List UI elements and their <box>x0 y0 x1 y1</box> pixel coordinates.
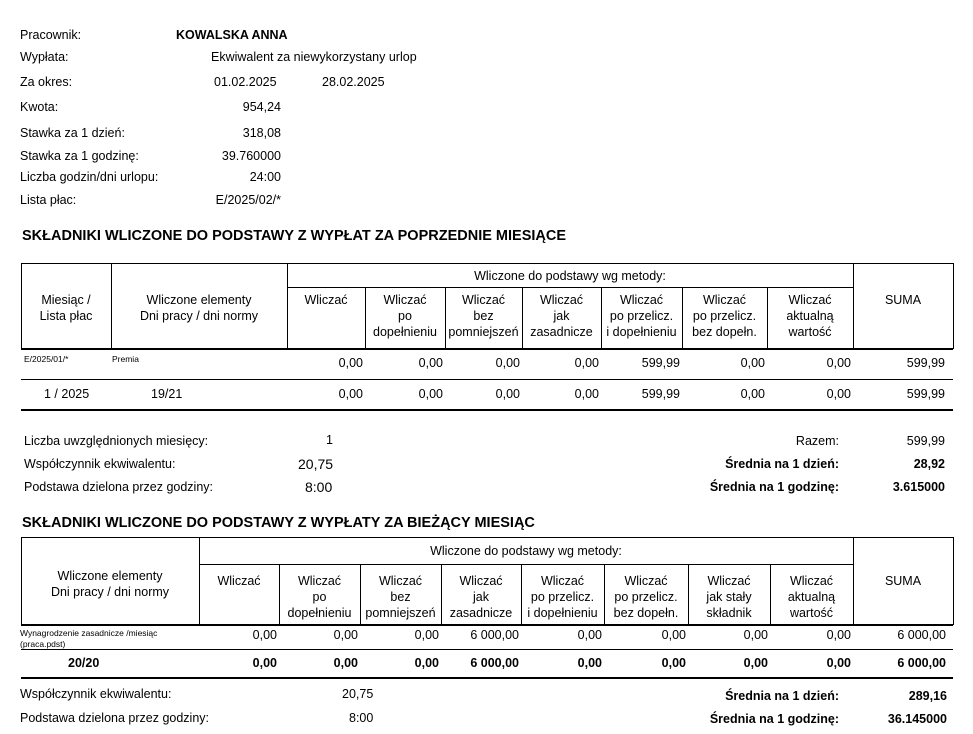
s1-months-label: Liczba uwzględnionych miesięcy: <box>24 434 209 448</box>
s2-method-header: Wliczać po przelicz. bez dopełn. <box>613 574 679 620</box>
s1-avg-day-label: Średnia na 1 dzień: <box>725 457 839 471</box>
s1-total-sum: 599,99 <box>906 387 945 401</box>
section1-title: SKŁADNIKI WLICZONE DO PODSTAWY Z WYPŁAT ZA POPRZEDNIE MIESIĄCE <box>22 228 567 244</box>
s1-group-header: Wliczone do podstawy wg metody: <box>474 269 666 283</box>
s1-total-cell: 0,00 <box>740 387 765 401</box>
s1-avg-hour-value: 3.615000 <box>892 480 945 494</box>
s2-detail-cell: 0,00 <box>252 628 277 642</box>
s1-detail-cell: 0,00 <box>740 356 765 370</box>
employee-name: KOWALSKA ANNA <box>176 28 288 42</box>
s2-coef-label: Współczynnik ekwiwalentu: <box>20 687 172 701</box>
hours-value: 24:00 <box>249 170 281 184</box>
s2-detail-cell: 6 000,00 <box>470 628 519 642</box>
s1-col-month: Miesiąc / Lista płac <box>39 293 93 323</box>
s2-group-header: Wliczone do podstawy wg metody: <box>430 544 622 558</box>
s1-method-header: Wliczać <box>304 293 348 307</box>
s1-method-header: Wliczać po przelicz. i dopełnieniu <box>606 293 677 339</box>
s1-total-cell: 0,00 <box>418 387 443 401</box>
s2-method-header: Wliczać aktualną wartość <box>787 574 836 620</box>
payroll-label: Lista płac: <box>20 193 77 207</box>
s2-total-cell: 0,00 <box>661 656 686 670</box>
s1-col-elements: Wliczone elementy Dni pracy / dni normy <box>139 293 259 323</box>
s2-base-label: Podstawa dzielona przez godziny: <box>20 711 210 725</box>
s2-detail-cell: 0,00 <box>333 628 358 642</box>
s2-avg-hour-label: Średnia na 1 godzinę: <box>709 712 839 726</box>
period-label: Za okres: <box>20 75 73 89</box>
s1-avg-hour-label: Średnia na 1 godzinę: <box>709 480 839 494</box>
s2-detail-cell: 0,00 <box>577 628 602 642</box>
s2-detail-cell: 0,00 <box>826 628 851 642</box>
s2-col-sum: SUMA <box>884 574 922 588</box>
s1-detail-cell: 0,00 <box>574 356 599 370</box>
amount-label: Kwota: <box>20 100 59 114</box>
hour-rate-label: Stawka za 1 godzinę: <box>20 149 139 163</box>
s1-coef-label: Współczynnik ekwiwalentu: <box>24 457 176 471</box>
s2-total-cell: 0,00 <box>826 656 851 670</box>
s2-detail-cell: 0,00 <box>743 628 768 642</box>
s1-method-header: Wliczać jak zasadnicze <box>530 293 593 339</box>
payroll-value: E/2025/02/* <box>215 193 281 207</box>
s1-detail-cell: 0,00 <box>338 356 363 370</box>
s1-total-cell: 599,99 <box>641 387 680 401</box>
s1-base-value: 8:00 <box>305 479 333 495</box>
amount-value: 954,24 <box>242 100 281 114</box>
payout-label: Wypłata: <box>20 50 69 64</box>
s2-total-cell: 6 000,00 <box>470 656 519 670</box>
s2-total-days: 20/20 <box>68 656 100 670</box>
s1-detail-cell: 0,00 <box>495 356 520 370</box>
s2-col-elements: Wliczone elementy Dni pracy / dni normy <box>50 569 170 599</box>
s2-detail-cell: 0,00 <box>414 628 439 642</box>
s1-detail-element: Premia <box>112 354 139 364</box>
period-to: 28.02.2025 <box>322 75 385 89</box>
s2-method-header: Wliczać bez pomniejszeń <box>365 574 436 620</box>
s1-col-sum: SUMA <box>884 293 922 307</box>
s1-total-cell: 0,00 <box>338 387 363 401</box>
s1-detail-cell: 0,00 <box>826 356 851 370</box>
s2-method-header: Wliczać <box>217 574 261 588</box>
s1-base-label: Podstawa dzielona przez godziny: <box>24 480 214 494</box>
s2-avg-hour-value: 36.145000 <box>887 712 947 726</box>
s2-total-cell: 0,00 <box>743 656 768 670</box>
s1-detail-list: E/2025/01/* <box>24 354 69 364</box>
s1-coef-value: 20,75 <box>298 456 334 472</box>
s1-months-value: 1 <box>326 433 333 447</box>
s2-detail-sum: 6 000,00 <box>897 628 946 642</box>
s1-total-value: 599,99 <box>906 434 945 448</box>
s2-method-header: Wliczać jak zasadnicze <box>449 574 513 620</box>
s2-total-cell: 0,00 <box>333 656 358 670</box>
s2-method-header: Wliczać po dopełnieniu <box>287 574 352 620</box>
s2-method-header: Wliczać po przelicz. i dopełnieniu <box>527 574 598 620</box>
s2-base-value: 8:00 <box>349 711 374 725</box>
section2-title: SKŁADNIKI WLICZONE DO PODSTAWY Z WYPŁATY ZA BIEŻĄCY MIESIĄC <box>22 515 535 531</box>
s1-method-header: Wliczać po przelicz. bez dopełn. <box>692 293 757 339</box>
day-rate-value: 318,08 <box>242 126 281 140</box>
period-from: 01.02.2025 <box>214 75 277 89</box>
s2-avg-day-label: Średnia na 1 dzień: <box>725 689 839 703</box>
s1-detail-cell: 599,99 <box>641 356 680 370</box>
s1-total-label: Razem: <box>795 434 839 448</box>
s2-total-cell: 0,00 <box>252 656 277 670</box>
s1-method-header: Wliczać po dopełnieniu <box>373 293 437 339</box>
s2-method-header: Wliczać jak stały składnik <box>706 574 752 620</box>
s2-avg-day-value: 289,16 <box>908 689 947 703</box>
s1-avg-day-value: 28,92 <box>913 457 945 471</box>
s2-coef-value: 20,75 <box>342 687 374 701</box>
s1-total-cell: 0,00 <box>495 387 520 401</box>
s2-detail-cell: 0,00 <box>661 628 686 642</box>
s1-method-header: Wliczać aktualną wartość <box>786 293 834 339</box>
s1-total-month: 1 / 2025 <box>44 387 90 401</box>
hours-label: Liczba godzin/dni urlopu: <box>20 170 159 184</box>
s1-total-cell: 0,00 <box>826 387 851 401</box>
s1-total-cell: 0,00 <box>574 387 599 401</box>
hour-rate-value: 39.760000 <box>221 149 281 163</box>
s2-detail-element-line2: (praca.pdst) <box>20 639 66 649</box>
s2-total-cell: 0,00 <box>577 656 602 670</box>
payout-value: Ekwiwalent za niewykorzystany urlop <box>211 50 417 64</box>
s1-total-days: 19/21 <box>151 387 183 401</box>
employee-label: Pracownik: <box>20 28 82 42</box>
s2-total-cell: 0,00 <box>414 656 439 670</box>
s2-total-sum: 6 000,00 <box>897 656 946 670</box>
day-rate-label: Stawka za 1 dzień: <box>20 126 125 140</box>
s1-method-header: Wliczać bez pomniejszeń <box>448 293 519 339</box>
s1-detail-sum: 599,99 <box>906 356 945 370</box>
s1-detail-cell: 0,00 <box>418 356 443 370</box>
s2-detail-element-line1: Wynagrodzenie zasadnicze /miesiąc <box>20 628 158 638</box>
